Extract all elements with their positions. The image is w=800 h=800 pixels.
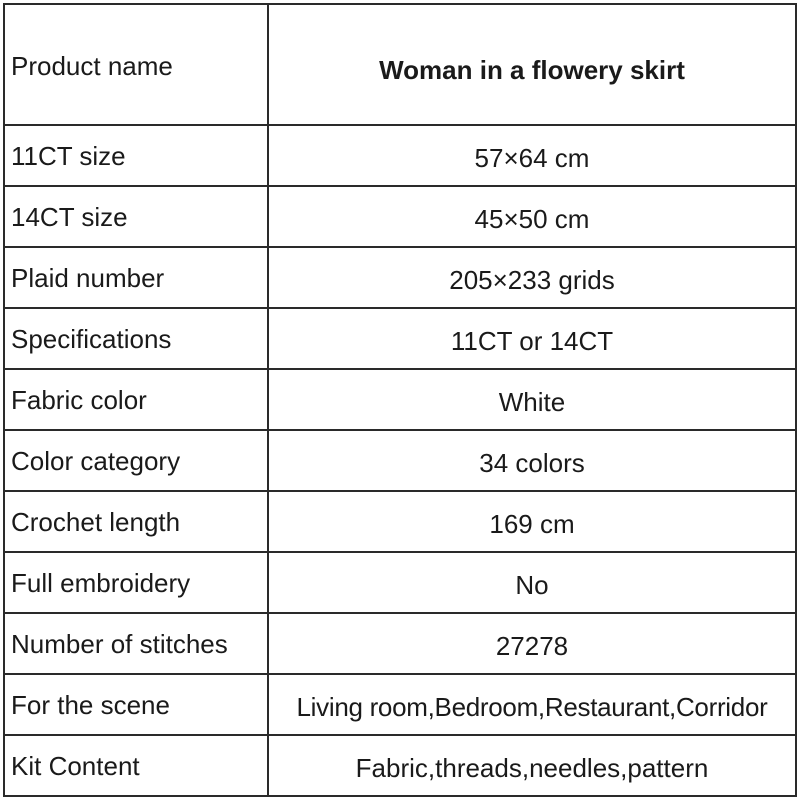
table-row xyxy=(4,430,796,491)
row-value-11ct-size: 57×64 cm xyxy=(268,125,796,186)
row-label-crochet-length: Crochet length xyxy=(4,491,268,552)
product-name-label: Product name xyxy=(4,4,268,125)
product-spec-table xyxy=(3,3,797,797)
row-value-kit-content: Fabric,threads,needles,pattern xyxy=(268,735,796,796)
product-name-row xyxy=(4,4,796,125)
table-row xyxy=(4,552,796,613)
row-value-color-category: 34 colors xyxy=(268,430,796,491)
row-value-crochet-length: 169 cm xyxy=(268,491,796,552)
row-value-full-embroidery: No xyxy=(268,552,796,613)
row-label-color-category: Color category xyxy=(4,430,268,491)
table-row xyxy=(4,674,796,735)
product-name-value: Woman in a flowery skirt xyxy=(268,4,796,125)
table-row xyxy=(4,125,796,186)
row-value-specifications: 11CT or 14CT xyxy=(268,308,796,369)
table-row xyxy=(4,735,796,796)
row-label-for-the-scene: For the scene xyxy=(4,674,268,735)
row-label-specifications: Specifications xyxy=(4,308,268,369)
table-row xyxy=(4,613,796,674)
table-row xyxy=(4,186,796,247)
row-value-14ct-size: 45×50 cm xyxy=(268,186,796,247)
row-value-fabric-color: White xyxy=(268,369,796,430)
table-row xyxy=(4,308,796,369)
row-label-14ct-size: 14CT size xyxy=(4,186,268,247)
row-label-plaid-number: Plaid number xyxy=(4,247,268,308)
table-row xyxy=(4,247,796,308)
row-label-number-of-stitches: Number of stitches xyxy=(4,613,268,674)
row-label-fabric-color: Fabric color xyxy=(4,369,268,430)
row-label-kit-content: Kit Content xyxy=(4,735,268,796)
row-value-plaid-number: 205×233 grids xyxy=(268,247,796,308)
row-label-full-embroidery: Full embroidery xyxy=(4,552,268,613)
row-value-number-of-stitches: 27278 xyxy=(268,613,796,674)
table-row xyxy=(4,491,796,552)
table-row xyxy=(4,369,796,430)
row-label-11ct-size: 11CT size xyxy=(4,125,268,186)
row-value-for-the-scene: Living room,Bedroom,Restaurant,Corridor xyxy=(268,674,796,735)
